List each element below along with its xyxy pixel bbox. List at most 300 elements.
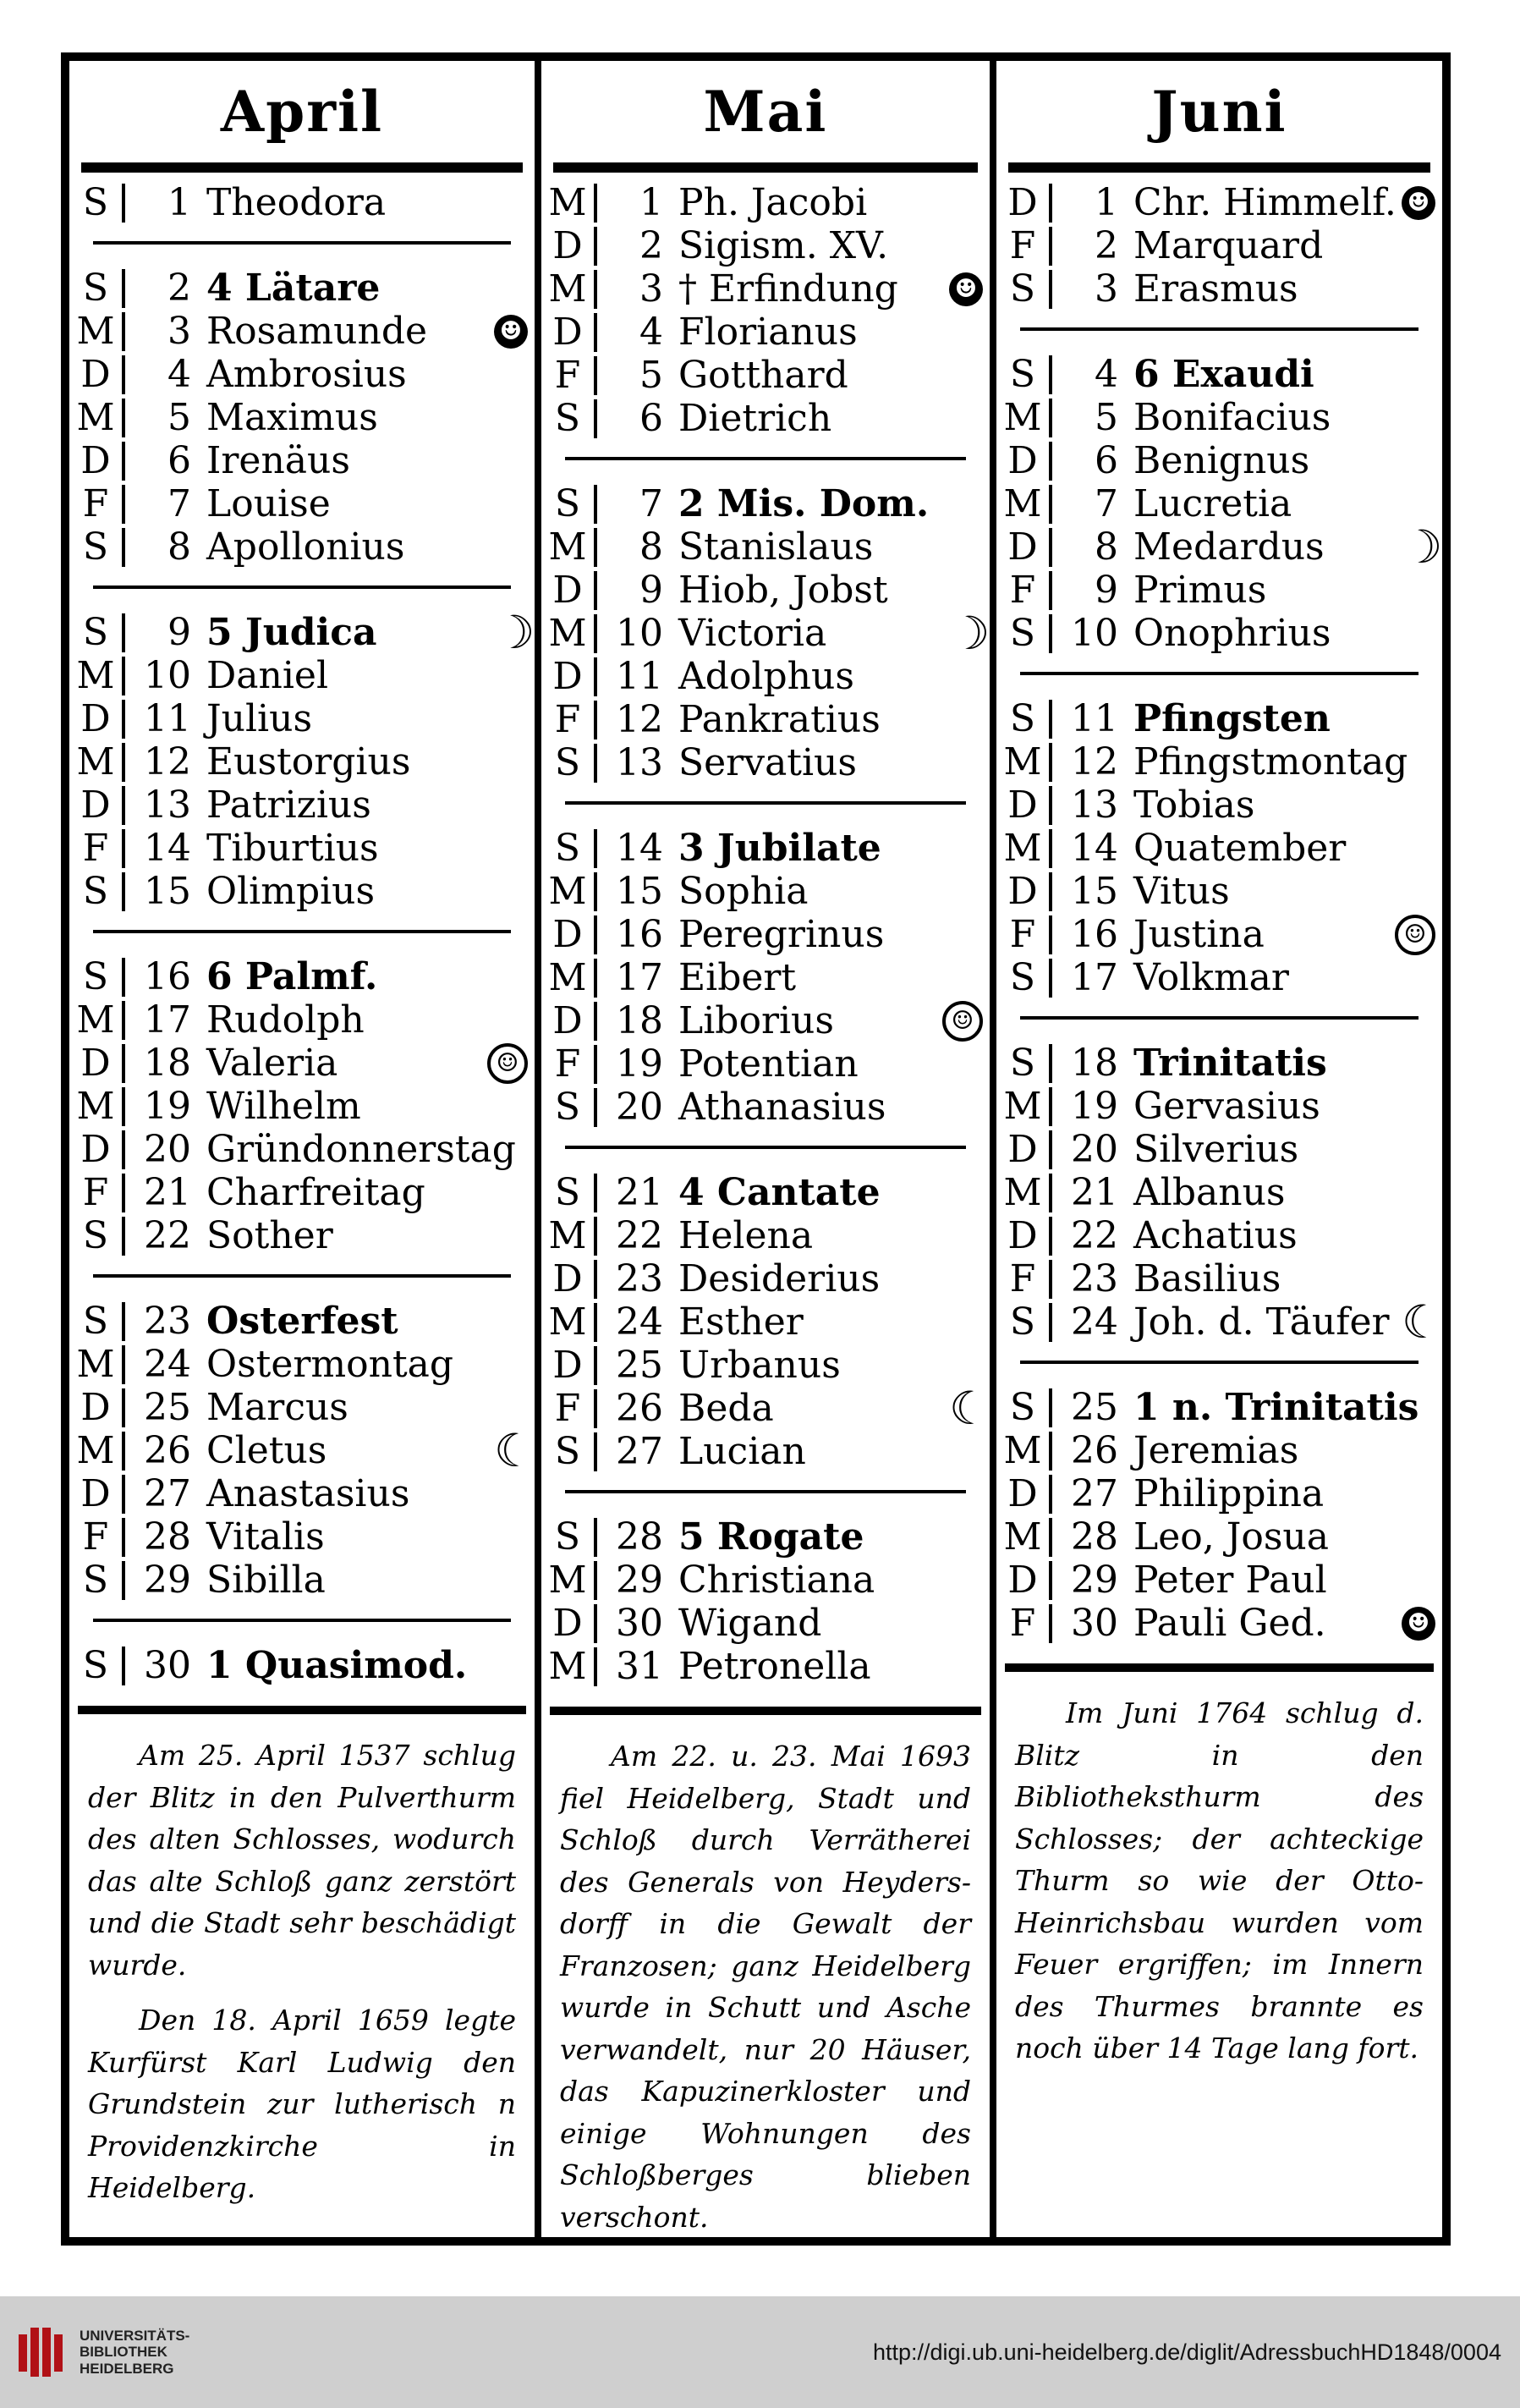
week-separator [1020,327,1418,331]
day-number: 17 [616,956,663,999]
weekday-letter: M [548,1300,587,1344]
column-rule [1049,399,1052,437]
weekday-letter: D [80,1128,111,1171]
column-rule [594,485,597,524]
saint-name: Christiana [678,1559,875,1602]
day-number: 24 [144,1343,191,1386]
weekday-letter: F [554,1387,581,1430]
saint-name: Volkmar [1133,956,1289,999]
note-paragraph: Am 25. April 1537 schlug der Blitz in den Pulverthurm des alten Schlosses, wodurch das alte Schloß ganz zerstört und die Stadt sehr beschädigt wurde. [88,1739,516,1982]
day-row [541,181,990,224]
weekday-letter: F [1009,224,1036,267]
day-row [541,606,990,660]
saint-name: Justina [1133,913,1265,956]
day-number: 11 [616,655,663,698]
day-number: 8 [167,525,191,569]
column-rule [122,743,125,782]
column-rule [594,1647,597,1686]
day-number: 25 [1071,1386,1118,1429]
day-number: 30 [1071,1602,1118,1645]
column-rule [1049,1388,1052,1427]
column-rule [1049,528,1052,567]
day-row [541,956,990,999]
day-number: 9 [167,611,191,654]
saint-name: Sibilla [206,1559,326,1602]
saint-name: Marcus [206,1386,348,1429]
day-row [69,1042,535,1085]
day-row [541,354,990,397]
day-row [69,1644,535,1687]
day-row [541,1042,990,1086]
weekday-letter: F [82,827,109,870]
saint-name: Pankratius [678,698,881,741]
day-number: 11 [144,697,191,740]
saint-name: Hiob, Jobst [678,569,888,612]
day-number: 6 [167,439,191,482]
saint-name: Bonifacius [1133,396,1331,439]
column-rule [122,1518,125,1557]
column-rule [1049,485,1052,524]
weekday-letter: M [76,310,115,353]
column-rule [594,1561,597,1600]
library-name-line: UNIVERSITÄTS- [80,2327,190,2344]
day-number: 10 [144,654,191,697]
saint-name: Ph. Jacobi [678,181,868,224]
weekday-letter: D [552,1257,583,1300]
day-row [69,1472,535,1515]
column-rule [594,1389,597,1428]
column-rule [594,184,597,223]
column-rule [1049,1130,1052,1169]
saint-name: Vitus [1133,870,1230,913]
day-number: 18 [1071,1042,1118,1085]
moon-phase-new-icon: ☻ [1402,186,1435,220]
weekday-letter: F [1009,569,1036,612]
saint-name: Liborius [678,999,834,1042]
saint-name: Primus [1133,569,1267,612]
weekday-letter: S [1009,267,1036,311]
weekday-letter: D [552,224,583,267]
column-rule [594,571,597,610]
saint-name: 5 Rogate [678,1515,864,1559]
day-number: 16 [1071,913,1118,956]
column-rule [122,1647,125,1685]
moon-phase-full-icon: ☺ [942,1001,983,1042]
day-list [541,181,990,1688]
saint-name: Benignus [1133,439,1310,482]
saint-name: Urbanus [678,1344,841,1387]
saint-name: Servatius [678,741,857,784]
weekday-letter: F [554,354,581,397]
column-rule [1049,1217,1052,1256]
day-number: 1 [167,181,191,224]
weekday-letter: S [554,482,581,525]
day-row [541,311,990,354]
day-row [996,181,1442,224]
day-number: 12 [1071,740,1118,783]
column-rule [594,744,597,783]
weekday-letter: M [76,998,115,1042]
weekday-letter: D [1007,181,1038,224]
historical-note [69,1735,535,2209]
day-row [69,1386,535,1429]
day-row [69,1128,535,1171]
column-separator [990,52,996,2246]
day-row [69,1085,535,1128]
day-row [69,1423,535,1477]
day-number: 5 [639,354,663,397]
column-rule [594,1002,597,1041]
column-rule [122,786,125,825]
column-rule [122,355,125,394]
moon-phase-full-icon: ☺ [1395,915,1435,955]
day-row [541,1381,990,1435]
saint-name: 6 Exaudi [1133,353,1314,396]
saint-name: Tobias [1133,783,1255,827]
month-column-april [69,61,535,2237]
moon-phase-first-icon: ☽ [949,606,990,660]
column-rule [594,1088,597,1127]
day-number: 7 [167,482,191,525]
day-number: 4 [1095,353,1118,396]
day-number: 27 [144,1472,191,1515]
week-block [996,1042,1443,1349]
column-rule [1049,1260,1052,1299]
weekday-letter: D [80,697,111,740]
day-row [541,525,990,569]
day-number: 9 [1095,569,1118,612]
weekday-letter: S [554,1515,581,1559]
saint-name: Apollonius [206,525,405,569]
day-number: 21 [144,1171,191,1214]
day-number: 14 [144,827,191,870]
column-rule [122,1475,125,1514]
column-rule [1049,959,1052,998]
saint-name: 1 n. Trinitatis [1133,1386,1419,1429]
saint-name: Philippina [1133,1472,1325,1515]
day-number: 29 [616,1559,663,1602]
moon-phase-new-icon: ☻ [494,315,528,349]
column-rule [1049,270,1052,309]
day-number: 30 [144,1644,191,1687]
day-number: 18 [144,1042,191,1085]
column-rule [594,1303,597,1342]
day-list [996,181,1442,1645]
week-block [69,605,535,913]
weekday-letter: D [1007,525,1038,569]
weekday-letter: S [82,181,109,224]
weekday-letter: S [82,1214,109,1257]
week-block [996,353,1442,655]
column-rule [594,313,597,352]
column-rule [122,700,125,739]
day-number: 27 [1071,1472,1118,1515]
weekday-letter: M [1003,740,1042,783]
day-number: 22 [144,1214,191,1257]
column-rule [1049,1303,1052,1342]
month-column-juni [996,61,1442,2237]
title-rule [1008,162,1430,173]
day-row [541,1257,990,1300]
day-number: 11 [1071,697,1118,740]
day-row [996,1429,1442,1472]
saint-name: Medardus [1133,525,1325,569]
library-name [80,2328,189,2378]
column-rule [594,915,597,954]
week-separator [1020,672,1418,675]
weekday-letter: S [554,741,581,784]
day-number: 1 [639,181,663,224]
day-row [996,1515,1442,1559]
saint-name: 4 Lätare [206,267,381,310]
saint-name: Osterfest [206,1300,398,1343]
day-number: 21 [616,1171,663,1214]
day-number: 20 [1071,1128,1118,1171]
day-number: 26 [1071,1429,1118,1472]
day-row [541,1214,990,1257]
day-number: 1 [1095,181,1118,224]
weekday-letter: S [1009,1300,1036,1344]
saint-name: Onophrius [1133,612,1331,655]
day-row [541,1300,990,1344]
saint-name: Florianus [678,311,858,354]
saint-name: Cletus [206,1429,327,1472]
day-row [541,1086,990,1129]
moon-phase-first-icon: ☽ [1402,520,1443,574]
day-number: 26 [616,1387,663,1430]
week-block [996,181,1442,311]
saint-name: Basilius [1133,1257,1281,1300]
column-rule [594,399,597,438]
day-number: 21 [1071,1171,1118,1214]
weekday-letter: M [1003,1171,1042,1214]
saint-name: Olimpius [206,870,376,913]
saint-name: Albanus [1133,1171,1286,1214]
column-rule [122,1044,125,1083]
weekday-letter: M [76,1085,115,1128]
day-number: 4 [639,311,663,354]
day-number: 10 [1071,612,1118,655]
week-separator [1020,1016,1418,1020]
saint-name: Victoria [678,612,827,655]
column-rule [1049,442,1052,481]
weekday-letter: M [76,1429,115,1472]
saint-name: Gründonnerstag [206,1128,516,1171]
day-row [996,353,1442,396]
saint-name: Anastasius [206,1472,410,1515]
saint-name: Esther [678,1300,804,1344]
day-number: 26 [144,1429,191,1472]
saint-name: Dietrich [678,397,832,440]
day-row [996,913,1442,956]
day-number: 17 [144,998,191,1042]
day-number: 7 [1095,482,1118,525]
note-paragraph: Im Juni 1764 schlug d. Blitz in den Bibliotheksthurm des Schlosses; der achteckige Thurm so wie der Otto-Heinrichsbau wurden vom Feuer ergriffen; im Innern des Thurmes brannte es noch über 14 Tage lang fort. [1015,1696,1424,2064]
week-block [541,482,990,784]
day-number: 30 [616,1602,663,1645]
column-rule [122,657,125,695]
day-row [541,999,990,1042]
note-rule [78,1706,526,1714]
day-row [69,439,535,482]
day-number: 13 [616,741,663,784]
day-row [69,1214,535,1257]
day-row [996,1295,1443,1349]
day-number: 13 [1071,783,1118,827]
saint-name: Maximus [206,396,378,439]
saint-name: Lucretia [1133,482,1292,525]
saint-name: Wigand [678,1602,822,1645]
day-row [996,1257,1442,1300]
day-number: 12 [616,698,663,741]
week-block [541,827,990,1129]
column-rule [1049,743,1052,782]
saint-name: Vitalis [206,1515,325,1559]
column-rule [122,1432,125,1471]
weekday-letter: S [1009,697,1036,740]
moon-phase-full-icon: ☺ [487,1043,528,1084]
weekday-letter: D [1007,870,1038,913]
saint-name: Adolphus [678,655,854,698]
column-rule [594,1045,597,1084]
day-row [996,1085,1442,1128]
saint-name: Athanasius [678,1086,886,1129]
saint-name: Patrizius [206,783,371,827]
note-rule [1005,1663,1434,1672]
weekday-letter: S [1009,612,1036,655]
day-row [69,310,535,353]
saint-name: Potentian [678,1042,859,1086]
day-number: 12 [144,740,191,783]
saint-name: Rosamunde [206,310,428,353]
weekday-letter: M [548,1559,587,1602]
day-number: 23 [1071,1257,1118,1300]
day-number: 23 [616,1257,663,1300]
saint-name: Valeria [206,1042,338,1085]
day-row [69,181,535,224]
day-row [996,224,1442,267]
day-row [996,870,1442,913]
day-number: 10 [616,612,663,655]
day-row [996,439,1442,482]
weekday-letter: F [82,1171,109,1214]
column-rule [1049,1475,1052,1514]
day-number: 3 [1095,267,1118,311]
day-row [541,1171,990,1214]
week-block [541,181,990,440]
column-rule [122,872,125,911]
day-row [996,697,1442,740]
day-row [996,520,1443,574]
column-rule [1049,355,1052,394]
weekday-letter: D [80,353,111,396]
weekday-letter: D [552,1602,583,1645]
day-number: 31 [616,1645,663,1688]
weekday-letter: D [1007,439,1038,482]
saint-name: Joh. d. Täufer [1133,1300,1390,1344]
weekday-letter: S [554,1086,581,1129]
saint-name: Gervasius [1133,1085,1320,1128]
column-rule [594,701,597,739]
day-list [69,181,535,1687]
week-block [996,1386,1442,1645]
saint-name: Stanislaus [678,525,874,569]
moon-phase-last-icon: ☾ [494,1423,535,1477]
note-paragraph: Den 18. April 1659 legte Kurfürst Karl Ludwig den Grundstein zur lutherisch n Providenzkirche in Heidelberg. [88,2004,516,2204]
day-row [541,224,990,267]
column-rule [122,958,125,997]
column-rule [594,1432,597,1471]
day-row [996,827,1442,870]
week-separator [93,241,511,245]
saint-name: Silverius [1133,1128,1299,1171]
day-number: 28 [616,1515,663,1559]
saint-name: Peter Paul [1133,1559,1327,1602]
day-row [69,955,535,998]
column-rule [122,829,125,868]
weekday-letter: S [554,1430,581,1473]
saint-name: Ambrosius [206,353,407,396]
weekday-letter: M [1003,1429,1042,1472]
column-rule [122,269,125,308]
weekday-letter: M [548,1214,587,1257]
day-row [541,1645,990,1688]
month-title: Mai [703,79,828,145]
day-number: 25 [144,1386,191,1429]
day-row [996,612,1442,655]
column-rule [122,1087,125,1126]
weekday-letter: S [82,1559,109,1602]
day-number: 2 [639,224,663,267]
day-row [69,740,535,783]
moon-phase-last-icon: ☾ [949,1381,990,1435]
day-row [69,605,535,659]
column-rule [594,657,597,696]
column-rule [1049,1604,1052,1643]
day-row [69,783,535,827]
weekday-letter: D [1007,783,1038,827]
saint-name: Erasmus [1133,267,1298,311]
weekday-letter: M [548,181,587,224]
day-row [996,1602,1442,1645]
weekday-letter: S [82,1644,109,1687]
day-number: 28 [144,1515,191,1559]
source-url-link[interactable]: http://digi.ub.uni-heidelberg.de/diglit/AdressbuchHD1848/0004 [872,2339,1501,2365]
day-number: 15 [1071,870,1118,913]
saint-name: Theodora [206,181,387,224]
column-rule [594,1217,597,1256]
column-rule [1049,1561,1052,1600]
column-rule [122,312,125,351]
column-rule [594,829,597,868]
day-row [541,741,990,784]
weekday-letter: D [1007,1128,1038,1171]
column-rule [122,1561,125,1600]
column-rule [1049,1174,1052,1212]
day-row [996,396,1442,439]
weekday-letter: M [76,1343,115,1386]
month-title: April [220,79,384,145]
weekday-letter: S [554,1171,581,1214]
day-number: 8 [1095,525,1118,569]
column-rule [122,399,125,437]
column-rule [594,528,597,567]
weekday-letter: M [548,525,587,569]
saint-name: Pfingstmontag [1133,740,1408,783]
week-block [69,955,535,1257]
day-row [996,482,1442,525]
title-rule [553,162,978,173]
